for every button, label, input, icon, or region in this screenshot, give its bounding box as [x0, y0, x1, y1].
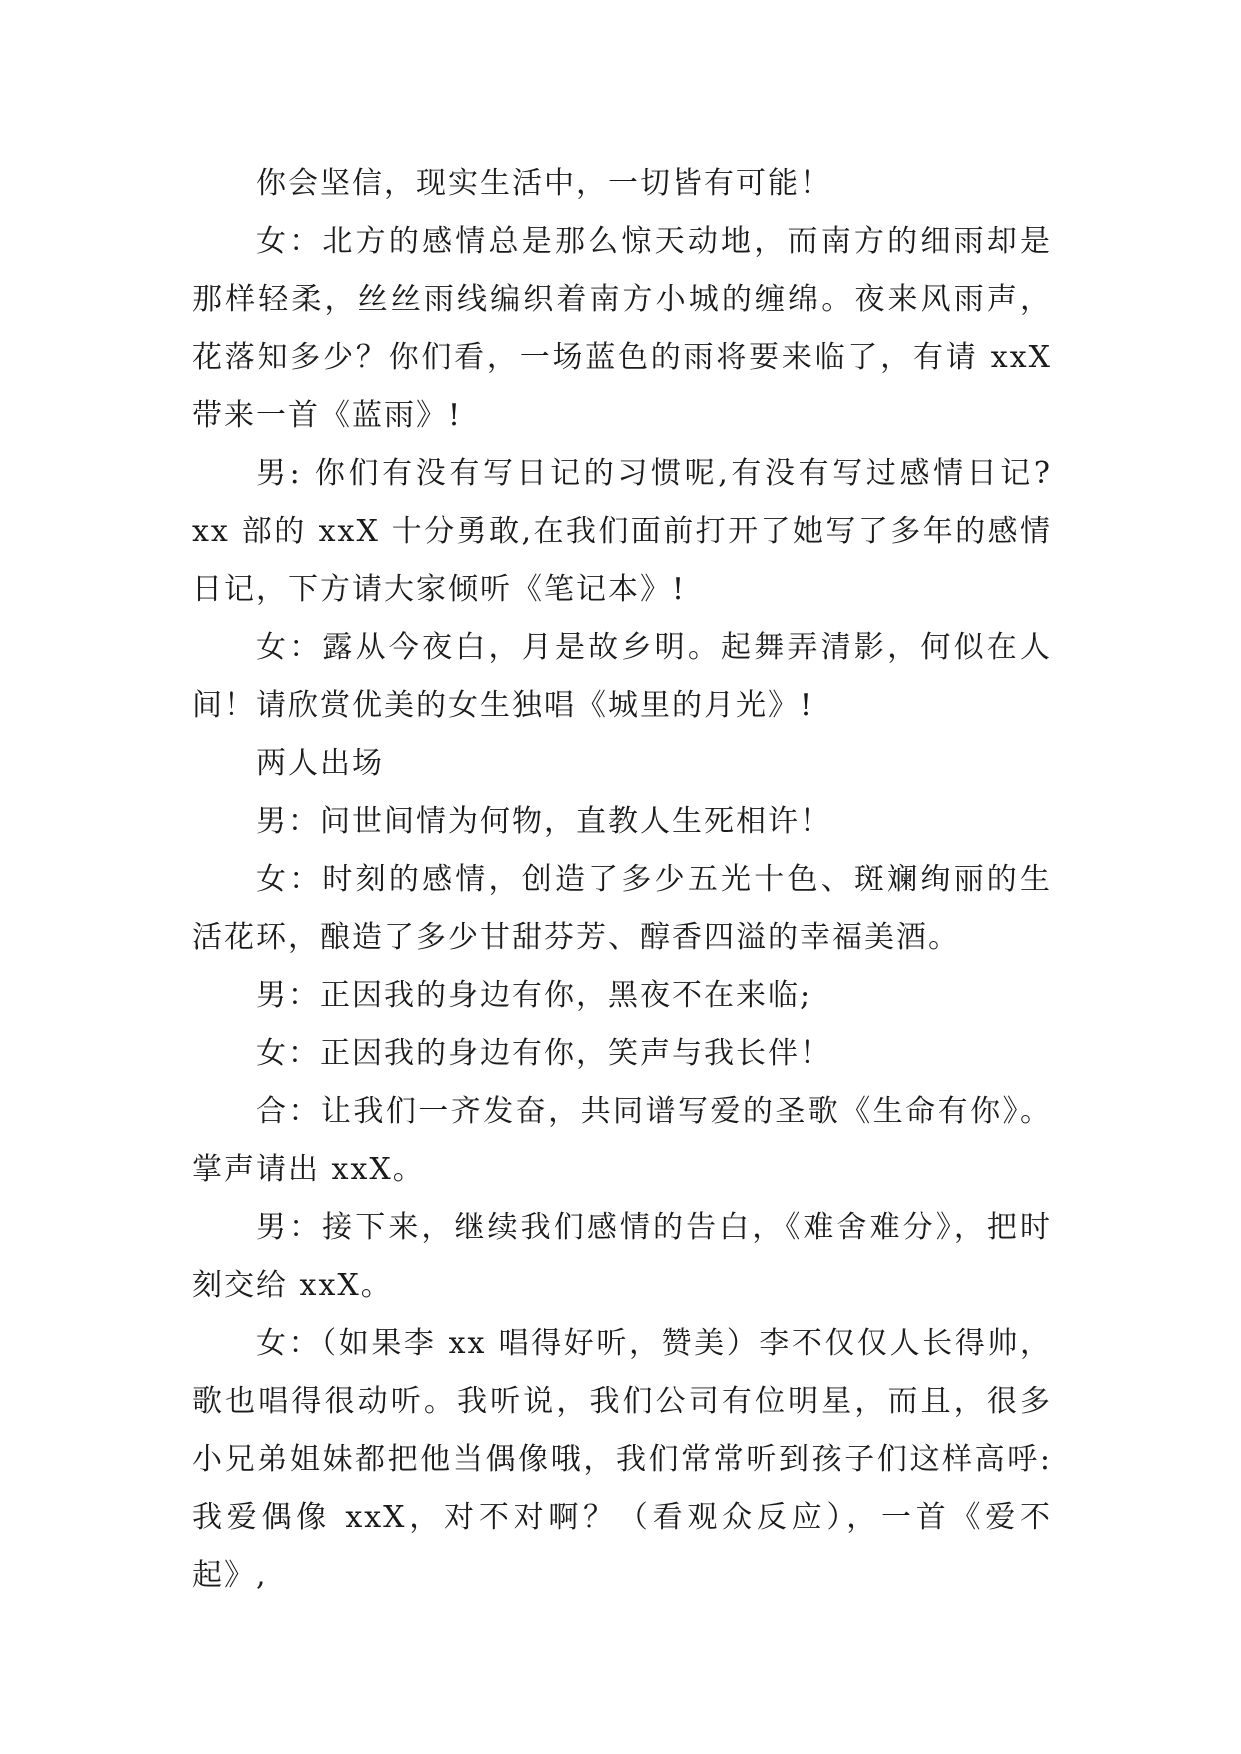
paragraph-6: 男：问世间情为何物，直教人生死相许！: [256, 804, 832, 839]
paragraph-4: 女：露从今夜白，月是故乡明。起舞弄清影，何似在人间！请欣赏优美的女生独唱《城里的月光》!: [192, 630, 1052, 723]
paragraph-10: 合：让我们一齐发奋，共同谱写爱的圣歌《生命有你》。掌声请出 xxX。: [192, 1094, 1052, 1187]
paragraph-5: 两人出场: [256, 746, 384, 781]
paragraph-9: 女：正因我的身边有你，笑声与我长伴！: [256, 1036, 832, 1071]
paragraph-2: 女：北方的感情总是那么惊天动地，而南方的细雨却是那样轻柔，丝丝雨线编织着南方小城的缠绵。夜来风雨声，花落知多少？你们看，一场蓝色的雨将要来临了，有请 xxX 带来一首《蓝雨》!: [192, 224, 1052, 433]
paragraph-7: 女：时刻的感情，创造了多少五光十色、斑斓绚丽的生活花环，酿造了多少甘甜芬芳、醇香四溢的幸福美酒。: [192, 862, 1052, 955]
paragraph-11: 男：接下来，继续我们感情的告白，《难舍难分》，把时刻交给 xxX。: [192, 1210, 1052, 1303]
paragraph-12: 女：（如果李 xx 唱得好听，赞美）李不仅仅人长得帅，歌也唱得很动听。我听说，我们公司有位明星，而且，很多小兄弟姐妹都把他当偶像哦，我们常常听到孩子们这样高呼: 我爱偶像 xxX，对不对啊？（看观众反应），一首《爱不起》,: [192, 1326, 1052, 1593]
paragraph-8: 男：正因我的身边有你，黑夜不在来临;: [256, 978, 813, 1013]
paragraph-3: 男: 你们有没有写日记的习惯呢,有没有写过感情日记? xx 部的 xxX 十分勇敢,在我们面前打开了她写了多年的感情日记，下方请大家倾听《笔记本》!: [192, 456, 1052, 607]
document-body: [192, 155, 1052, 1605]
paragraph-1: 你会坚信，现实生活中，一切皆有可能！: [256, 166, 832, 201]
